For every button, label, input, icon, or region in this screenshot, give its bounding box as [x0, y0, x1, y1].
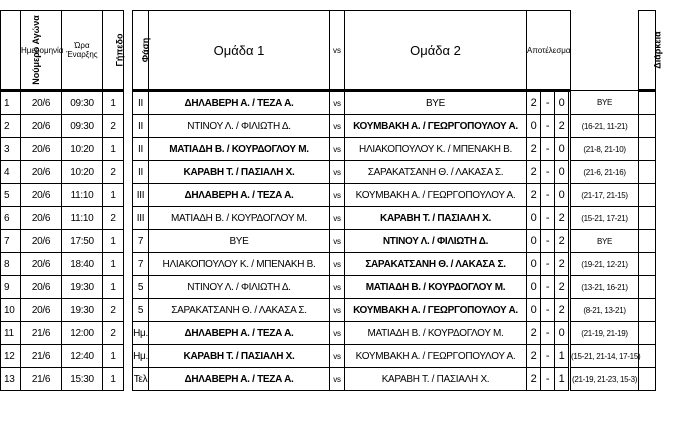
set-scores-cell: (8-21, 13-21) — [571, 299, 639, 322]
court-cell: 1 — [103, 184, 124, 207]
team1-cell: ΜΑΤΙΑΔΗ Β. / ΚΟΥΡΔΟΓΛΟΥ Μ. — [149, 138, 330, 161]
team1-cell: ΚΑΡΑΒΗ Τ. / ΠΑΣΙΑΛΗ Χ. — [149, 161, 330, 184]
team2-cell: ΚΟΥΜΒΑΚΗ Α. / ΓΕΩΡΓΟΠΟΥΛΟΥ Α. — [345, 345, 527, 368]
court-cell: 1 — [103, 253, 124, 276]
score-dash-cell: - — [541, 253, 555, 276]
match-number-cell: 10 — [1, 299, 21, 322]
team2-cell: ΝΤΙΝΟΥ Λ. / ΦΙΛΙΩΤΗ Δ. — [345, 230, 527, 253]
team2-cell: ΣΑΡΑΚΑΤΣΑΝΗ Θ. / ΛΑΚΑΣΑ Σ. — [345, 253, 527, 276]
match-number-cell: 6 — [1, 207, 21, 230]
match-results-table — [0, 10, 663, 391]
team2-cell: ΜΑΤΙΑΔΗ Β. / ΚΟΥΡΔΟΓΛΟΥ Μ. — [345, 276, 527, 299]
table-row — [1, 207, 656, 230]
team2-cell: ΚΑΡΑΒΗ Τ. / ΠΑΣΙΑΛΗ Χ. — [345, 368, 527, 391]
score-dash-cell: - — [541, 299, 555, 322]
vs-cell: vs — [330, 138, 345, 161]
duration-cell — [639, 230, 656, 253]
header-date: Ημερομηνία — [21, 11, 62, 91]
court-cell: 2 — [103, 115, 124, 138]
duration-cell — [639, 368, 656, 391]
team2-cell: BYE — [345, 91, 527, 115]
table-row — [1, 345, 656, 368]
table-row — [1, 230, 656, 253]
duration-cell — [639, 184, 656, 207]
header-vs: vs — [330, 11, 345, 91]
vs-cell: vs — [330, 115, 345, 138]
vs-cell: vs — [330, 253, 345, 276]
date-cell: 20/6 — [21, 161, 62, 184]
score2-cell: 2 — [555, 299, 569, 322]
vs-cell: vs — [330, 299, 345, 322]
vs-cell: vs — [330, 322, 345, 345]
set-scores-cell: (21-6, 21-16) — [571, 161, 639, 184]
score-dash-cell: - — [541, 138, 555, 161]
header-gap — [124, 11, 133, 91]
court-cell: 1 — [103, 138, 124, 161]
score-dash-cell: - — [541, 115, 555, 138]
start-time-cell: 12:00 — [62, 322, 103, 345]
score1-cell: 0 — [527, 207, 541, 230]
score-dash-cell: - — [541, 207, 555, 230]
duration-cell — [639, 299, 656, 322]
vs-cell: vs — [330, 161, 345, 184]
score-dash-cell: - — [541, 230, 555, 253]
team2-cell: ΚΑΡΑΒΗ Τ. / ΠΑΣΙΑΛΗ Χ. — [345, 207, 527, 230]
court-cell: 2 — [103, 161, 124, 184]
court-cell: 2 — [103, 322, 124, 345]
set-scores-cell: (21-19, 21-23, 15-3) — [571, 368, 639, 391]
score-dash-cell: - — [541, 276, 555, 299]
date-cell: 20/6 — [21, 184, 62, 207]
duration-cell — [639, 207, 656, 230]
score-dash-cell: - — [541, 184, 555, 207]
score2-cell: 0 — [555, 138, 569, 161]
score2-cell: 1 — [555, 345, 569, 368]
table-row — [1, 184, 656, 207]
score2-cell: 0 — [555, 322, 569, 345]
score1-cell: 2 — [527, 161, 541, 184]
header-team1: Ομάδα 1 — [149, 11, 330, 91]
date-cell: 20/6 — [21, 299, 62, 322]
match-number-cell: 2 — [1, 115, 21, 138]
phase-cell: III — [133, 207, 149, 230]
score-dash-cell: - — [541, 322, 555, 345]
gap-cell — [124, 299, 133, 322]
score2-cell: 2 — [555, 253, 569, 276]
table-row — [1, 368, 656, 391]
header-phase: Φάση — [133, 11, 149, 91]
court-cell: 1 — [103, 91, 124, 115]
team2-cell: ΚΟΥΜΒΑΚΗ Α. / ΓΕΩΡΓΟΠΟΥΛΟΥ Α. — [345, 299, 527, 322]
score2-cell: 0 — [555, 91, 569, 115]
phase-cell: II — [133, 115, 149, 138]
duration-cell — [639, 276, 656, 299]
set-scores-cell: (15-21, 17-21) — [571, 207, 639, 230]
results-body — [1, 91, 656, 391]
team2-cell: ΚΟΥΜΒΑΚΗ Α. / ΓΕΩΡΓΟΠΟΥΛΟΥ Α. — [345, 115, 527, 138]
team1-cell: ΗΛΙΑΚΟΠΟΥΛΟΥ Κ. / ΜΠΕΝΑΚΗ Β. — [149, 253, 330, 276]
set-scores-cell: (15-21, 21-14, 17-15) — [571, 345, 639, 368]
match-number-cell: 7 — [1, 230, 21, 253]
gap-cell — [124, 184, 133, 207]
table-row — [1, 322, 656, 345]
date-cell: 20/6 — [21, 91, 62, 115]
gap-cell — [124, 207, 133, 230]
phase-cell: Ημ. — [133, 345, 149, 368]
set-scores-cell: (19-21, 12-21) — [571, 253, 639, 276]
phase-cell: 5 — [133, 276, 149, 299]
duration-cell — [639, 115, 656, 138]
table-row — [1, 276, 656, 299]
match-number-cell: 1 — [1, 91, 21, 115]
match-number-cell: 12 — [1, 345, 21, 368]
court-cell: 2 — [103, 299, 124, 322]
set-scores-cell: (21-17, 21-15) — [571, 184, 639, 207]
start-time-cell: 09:30 — [62, 91, 103, 115]
gap-cell — [124, 115, 133, 138]
header-result: Αποτέλεσμα — [527, 11, 571, 91]
court-cell: 1 — [103, 276, 124, 299]
score1-cell: 2 — [527, 91, 541, 115]
start-time-cell: 09:30 — [62, 115, 103, 138]
gap-cell — [124, 276, 133, 299]
score-dash-cell: - — [541, 91, 555, 115]
header-match-no: Νούμερο Αγώνα — [1, 11, 21, 91]
table-row — [1, 115, 656, 138]
duration-cell — [639, 253, 656, 276]
phase-cell: Τελ — [133, 368, 149, 391]
start-time-cell: 10:20 — [62, 161, 103, 184]
start-time-cell: 19:30 — [62, 299, 103, 322]
start-time-cell: 11:10 — [62, 184, 103, 207]
date-cell: 20/6 — [21, 276, 62, 299]
date-cell: 21/6 — [21, 322, 62, 345]
score1-cell: 0 — [527, 230, 541, 253]
team1-cell: ΔΗΛΑΒΕΡΗ Α. / ΤΕΖΑ Α. — [149, 368, 330, 391]
score2-cell: 2 — [555, 207, 569, 230]
score1-cell: 2 — [527, 322, 541, 345]
team1-cell: ΝΤΙΝΟΥ Λ. / ΦΙΛΙΩΤΗ Δ. — [149, 276, 330, 299]
set-scores-cell: (21-19, 21-19) — [571, 322, 639, 345]
phase-cell: II — [133, 161, 149, 184]
date-cell: 20/6 — [21, 138, 62, 161]
score1-cell: 0 — [527, 276, 541, 299]
team1-cell: ΣΑΡΑΚΑΤΣΑΝΗ Θ. / ΛΑΚΑΣΑ Σ. — [149, 299, 330, 322]
score1-cell: 2 — [527, 184, 541, 207]
court-cell: 1 — [103, 368, 124, 391]
score-dash-cell: - — [541, 345, 555, 368]
set-scores-cell: BYE — [571, 91, 639, 115]
match-number-cell: 11 — [1, 322, 21, 345]
team1-cell: ΜΑΤΙΑΔΗ Β. / ΚΟΥΡΔΟΓΛΟΥ Μ. — [149, 207, 330, 230]
team1-cell: ΔΗΛΑΒΕΡΗ Α. / ΤΕΖΑ Α. — [149, 91, 330, 115]
team2-cell: ΣΑΡΑΚΑΤΣΑΝΗ Θ. / ΛΑΚΑΣΑ Σ. — [345, 161, 527, 184]
score2-cell: 0 — [555, 161, 569, 184]
vs-cell: vs — [330, 184, 345, 207]
start-time-cell: 10:20 — [62, 138, 103, 161]
phase-cell: III — [133, 184, 149, 207]
vs-cell: vs — [330, 230, 345, 253]
table-row — [1, 161, 656, 184]
vs-cell: vs — [330, 368, 345, 391]
team1-cell: BYE — [149, 230, 330, 253]
date-cell: 21/6 — [21, 345, 62, 368]
gap-cell — [124, 230, 133, 253]
header-row — [1, 11, 656, 91]
duration-cell — [639, 345, 656, 368]
phase-cell: 5 — [133, 299, 149, 322]
duration-cell — [639, 322, 656, 345]
duration-cell — [639, 138, 656, 161]
score1-cell: 0 — [527, 253, 541, 276]
start-time-cell: 12:40 — [62, 345, 103, 368]
phase-cell: Ημ. — [133, 322, 149, 345]
table-row — [1, 299, 656, 322]
set-scores-cell: (21-8, 21-10) — [571, 138, 639, 161]
start-time-cell: 15:30 — [62, 368, 103, 391]
phase-cell: II — [133, 91, 149, 115]
team1-cell: ΚΑΡΑΒΗ Τ. / ΠΑΣΙΑΛΗ Χ. — [149, 345, 330, 368]
phase-cell: II — [133, 138, 149, 161]
score1-cell: 0 — [527, 115, 541, 138]
results-sheet — [0, 10, 663, 440]
court-cell: 2 — [103, 207, 124, 230]
date-cell: 20/6 — [21, 207, 62, 230]
score1-cell: 2 — [527, 138, 541, 161]
score-dash-cell: - — [541, 161, 555, 184]
table-row — [1, 253, 656, 276]
start-time-cell: 18:40 — [62, 253, 103, 276]
vs-cell: vs — [330, 91, 345, 115]
date-cell: 20/6 — [21, 253, 62, 276]
team1-cell: ΔΗΛΑΒΕΡΗ Α. / ΤΕΖΑ Α. — [149, 322, 330, 345]
score2-cell: 2 — [555, 230, 569, 253]
vs-cell: vs — [330, 276, 345, 299]
set-scores-cell: BYE — [571, 230, 639, 253]
gap-cell — [124, 91, 133, 115]
start-time-cell: 19:30 — [62, 276, 103, 299]
table-row — [1, 138, 656, 161]
match-number-cell: 8 — [1, 253, 21, 276]
set-scores-cell: (16-21, 11-21) — [571, 115, 639, 138]
duration-cell — [639, 91, 656, 115]
gap-cell — [124, 345, 133, 368]
vs-cell: vs — [330, 345, 345, 368]
match-number-cell: 9 — [1, 276, 21, 299]
date-cell: 20/6 — [21, 230, 62, 253]
score2-cell: 0 — [555, 184, 569, 207]
team1-cell: ΝΤΙΝΟΥ Λ. / ΦΙΛΙΩΤΗ Δ. — [149, 115, 330, 138]
gap-cell — [124, 138, 133, 161]
team2-cell: ΚΟΥΜΒΑΚΗ Α. / ΓΕΩΡΓΟΠΟΥΛΟΥ Α. — [345, 184, 527, 207]
team1-cell: ΔΗΛΑΒΕΡΗ Α. / ΤΕΖΑ Α. — [149, 184, 330, 207]
match-number-cell: 4 — [1, 161, 21, 184]
match-number-cell: 3 — [1, 138, 21, 161]
gap-cell — [124, 161, 133, 184]
header-team2: Ομάδα 2 — [345, 11, 527, 91]
start-time-cell: 11:10 — [62, 207, 103, 230]
table-row — [1, 91, 656, 115]
phase-cell: 7 — [133, 253, 149, 276]
court-cell: 1 — [103, 345, 124, 368]
header-start-time: Ώρα Έναρξης — [62, 11, 103, 91]
set-scores-cell: (13-21, 16-21) — [571, 276, 639, 299]
score1-cell: 0 — [527, 299, 541, 322]
gap-cell — [124, 322, 133, 345]
score1-cell: 2 — [527, 345, 541, 368]
vs-cell: vs — [330, 207, 345, 230]
match-number-cell: 5 — [1, 184, 21, 207]
match-number-cell: 13 — [1, 368, 21, 391]
header-duration: Διάρκεια — [639, 11, 656, 91]
team2-cell: ΗΛΙΑΚΟΠΟΥΛΟΥ Κ. / ΜΠΕΝΑΚΗ Β. — [345, 138, 527, 161]
team2-cell: ΜΑΤΙΑΔΗ Β. / ΚΟΥΡΔΟΓΛΟΥ Μ. — [345, 322, 527, 345]
date-cell: 21/6 — [21, 368, 62, 391]
gap-cell — [124, 253, 133, 276]
score2-cell: 2 — [555, 276, 569, 299]
court-cell: 1 — [103, 230, 124, 253]
header-spacer — [571, 11, 639, 91]
score-dash-cell: - — [541, 368, 555, 391]
start-time-cell: 17:50 — [62, 230, 103, 253]
score1-cell: 2 — [527, 368, 541, 391]
score2-cell: 1 — [555, 368, 569, 391]
gap-cell — [124, 368, 133, 391]
header-court: Γήπεδο — [103, 11, 124, 91]
score2-cell: 2 — [555, 115, 569, 138]
phase-cell: 7 — [133, 230, 149, 253]
duration-cell — [639, 161, 656, 184]
date-cell: 20/6 — [21, 115, 62, 138]
